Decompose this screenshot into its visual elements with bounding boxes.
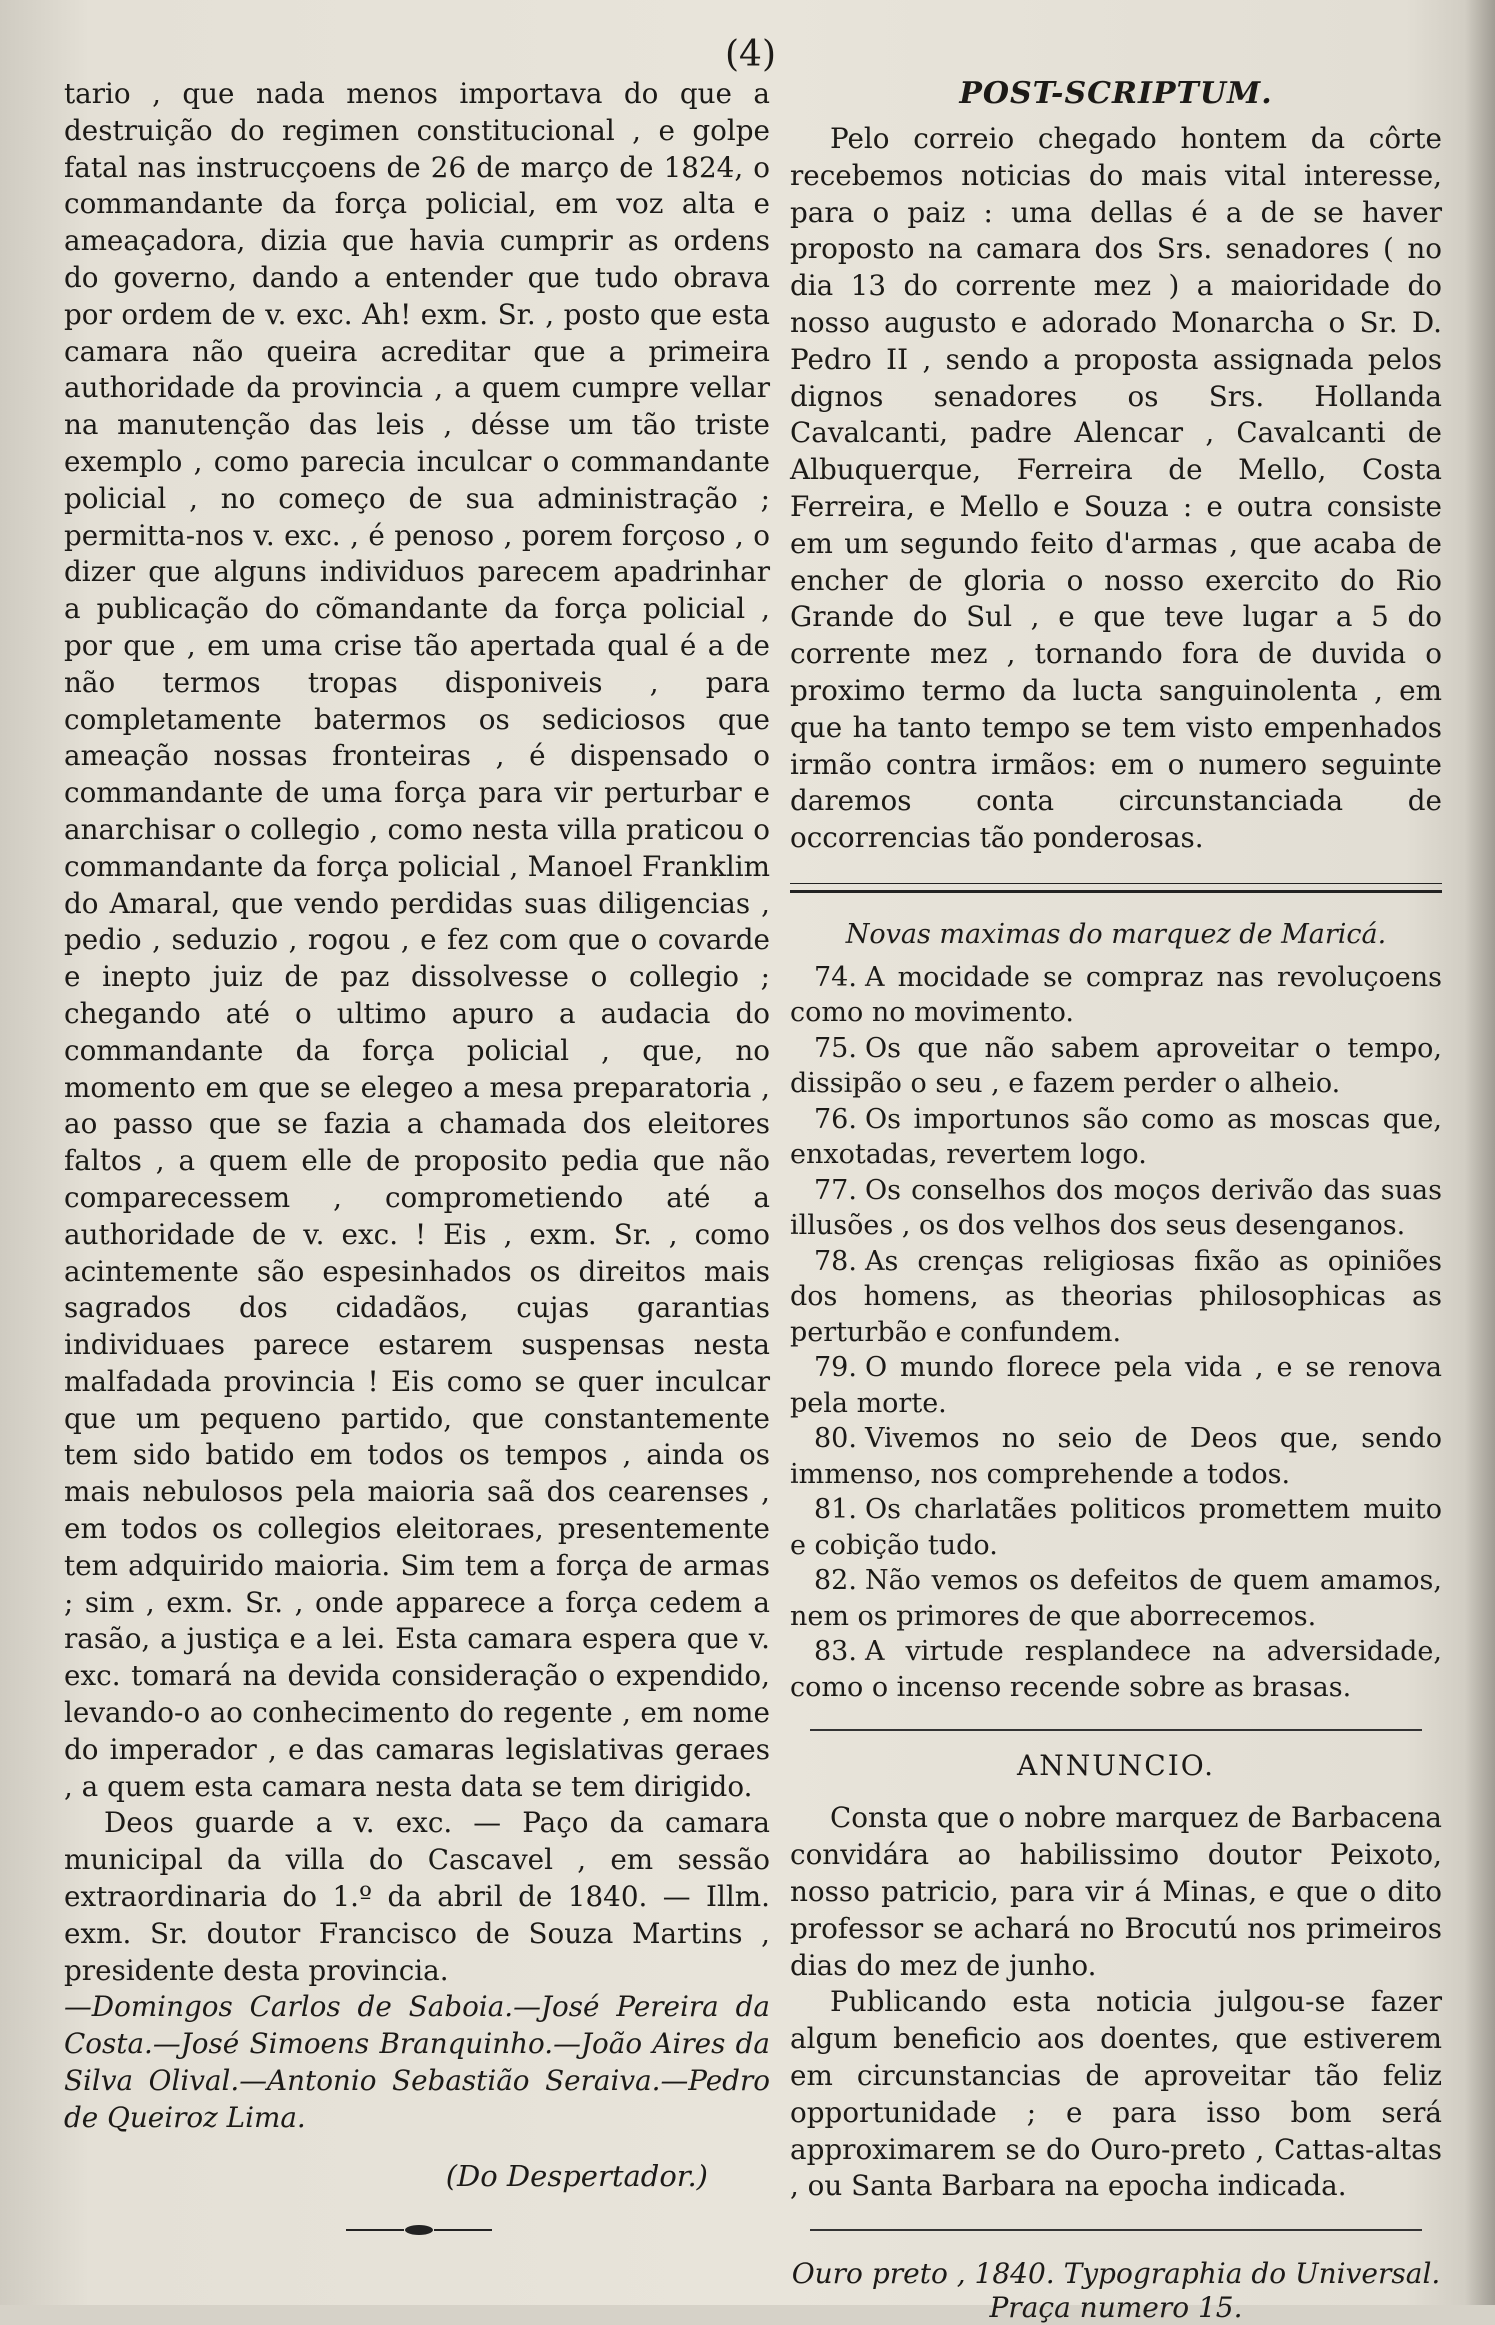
imprint-line-1: Ouro preto , 1840. Typographia do Universal. — [791, 2257, 1441, 2291]
section-rule — [810, 2229, 1422, 2231]
announcement-paragraph-1: Consta que o nobre marquez de Barbacena convidára ao habilissimo doutor Peixoto, nosso patricio, para vir á Minas, e que o dito professor se achará no Brocutú nos primeiros dias do mez de junho. — [790, 1801, 1442, 1982]
maxim-number: 77. — [814, 1174, 857, 1206]
maxim-text: Não vemos os defeitos de quem amamos, nem os primores de que aborrecemos. — [790, 1565, 1442, 1632]
announcement-heading: ANNUNCIO. — [1016, 1749, 1216, 1783]
page-number: (4) — [725, 34, 776, 75]
maxim-text: Os que não sabem aproveitar o tempo, dissipão o seu , e fazem perder o alheio. — [790, 1032, 1442, 1100]
maxim-number: 75. — [814, 1032, 857, 1064]
maxim-number: 78. — [814, 1245, 857, 1277]
maxim-text: Os importunos são como as moscas que, enxotadas, revertem logo. — [790, 1103, 1442, 1171]
maxim-number: 81. — [814, 1494, 857, 1526]
maxim-number: 82. — [814, 1565, 857, 1597]
imprint-line-2: Praça numero 15. — [989, 2291, 1243, 2325]
section-rule — [790, 883, 1442, 893]
maxim-number: 76. — [814, 1103, 857, 1135]
maxims-list — [790, 960, 1442, 1706]
left-column — [64, 76, 770, 2237]
announcement-body — [790, 1800, 1442, 2205]
maxim-item — [790, 1350, 1442, 1421]
page-edge-shadow — [1465, 0, 1495, 2305]
imprint — [790, 2257, 1442, 2325]
maxim-item — [790, 1492, 1442, 1563]
maxim-number: 80. — [814, 1423, 857, 1455]
maxim-number: 83. — [814, 1636, 857, 1668]
letter-paragraph-2: Deos guarde a v. exc. — Paço da camara municipal da villa do Cascavel , em sessão extraordinaria do 1.º da abril de 1840. — Illm. exm. Sr. doutor Francisco de Souza Martins , presidente desta provincia. — [64, 1806, 770, 1987]
maxim-text: Os conselhos dos moços derivão das suas illusões , os dos velhos dos seus desenganos. — [790, 1174, 1442, 1242]
maxim-text: As crenças religiosas fixão as opiniões dos homens, as theorias philosophicas as perturbão e confundem. — [790, 1245, 1442, 1348]
ornamental-divider — [344, 2223, 494, 2237]
maxim-item — [790, 1173, 1442, 1244]
maxim-text: Vivemos no seio de Deos que, sendo immenso, nos comprehende a todos. — [790, 1423, 1442, 1490]
postscript-text: Pelo correio chegado hontem da côrte recebemos noticias do mais vital interesse, para o paiz : uma dellas é a de se haver proposto na camara dos Srs. senadores ( no dia 13 do corrente mez ) a maioridade do nosso augusto e adorado Monarcha o Sr. D. Pedro II , sendo a proposta assignada pelos dignos senadores os Srs. Hollanda Cavalcanti, padre Alencar , Cavalcanti de Albuquerque, Ferreira de Mello, Costa Ferreira, e Mello e Souza : e outra consiste em um segundo feito d'armas , que acaba de encher de gloria o nosso exercito do Rio Grande do Sul , e que teve lugar a 5 do corrente mez , tornando fora de duvida o proximo termo da lucta sanguinolenta , em que ha tanto tempo se tem visto empenhados irmão contra irmãos: em o numero seguinte daremos conta circunstanciada de occorrencias tão ponderosas. — [790, 122, 1442, 855]
postscript-heading: POST-SCRIPTUM. — [959, 76, 1273, 111]
maxim-text: A virtude resplandece na adversidade, como o incenso recende sobre as brasas. — [790, 1636, 1442, 1703]
maxim-item — [790, 1031, 1442, 1102]
maxim-item — [790, 1634, 1442, 1705]
maxim-item — [790, 960, 1442, 1031]
letter-signatures: —Domingos Carlos de Saboia.—José Pereira da Costa.—José Simoens Branquinho.—João Aires da Silva Olival.—Antonio Sebastião Seraiva.—Pedro de Queiroz Lima. — [64, 1990, 770, 2134]
maxim-text: O mundo florece pela vida , e se renova pela morte. — [790, 1352, 1442, 1419]
maxim-text: Os charlatães politicos promettem muito e cobição tudo. — [790, 1494, 1442, 1561]
maxim-item — [790, 1421, 1442, 1492]
letter-body — [64, 76, 770, 2137]
announcement-paragraph-2: Publicando esta noticia julgou-se fazer algum beneficio aos doentes, que estiverem em circunstancias de aproveitar tão feliz opportunidade ; e para isso bom será approximarem se do Ouro-preto , Cattas-altas , ou Santa Barbara na epocha indicada. — [790, 1985, 1442, 2203]
maxim-item — [790, 1563, 1442, 1634]
maxim-item — [790, 1102, 1442, 1173]
maxim-number: 74. — [814, 961, 857, 993]
maxim-item — [790, 1244, 1442, 1351]
right-column — [790, 76, 1442, 2325]
letter-paragraph-1: tario , que nada menos importava do que a destruição do regimen constitucional , e golpe fatal nas instrucçoens de 26 de março de 1824, o commandante da força policial, em voz alta e ameaçadora, dizia que havia cumprir as ordens do governo, dando a entender que tudo obrava por ordem de v. exc. Ah! exm. Sr. , posto que esta camara não queira acreditar que a primeira authoridade da provincia , a quem cumpre vellar na manutenção das leis , désse um tão triste exemplo , como parecia inculcar o commandante policial , no começo de sua administração ; permitta-nos v. exc. , é penoso , porem forçoso , o dizer que alguns individuos parecem apadrinhar a publicação do cõmandante da força policial , por que , em uma crise tão apertada qual é a de não termos tropas disponiveis , para completamente batermos os sediciosos que ameação nossas fronteiras , é dispensado o commandante de uma força para vir perturbar e anarchisar o collegio , como nesta villa praticou o commandante da força policial , Manoel Franklim do Amaral, que vendo perdidas suas diligencias , pedio , seduzio , rogou , e fez com que o covarde e inepto juiz de paz dissolvesse o collegio ; chegando até o ultimo apuro a audacia do commandante da força policial , que, no momento em que se elegeo a mesa preparatoria , ao passo que se fazia a chamada dos eleitores faltos , a quem elle de proposito pedia que não comparecessem , comprometiendo até a authoridade de v. exc. ! Eis , exm. Sr. , como acintemente são espesinhados os direitos mais sagrados dos cidadãos, cujas garantias individuaes parece estarem suspensas nesta malfadada provincia ! Eis como se quer inculcar que um pequeno partido, que constantemente tem sido batido em todos os tempos , ainda os mais nebulosos pela maioria saã dos cearenses , em todos os collegios eleitoraes, presentemente tem adquirido maioria. Sim tem a força de armas ; sim , exm. Sr. , onde apparece a força cedem a rasão, a justiça e a lei. Esta camara espera que v. exc. tomará na devida consideração o expendido, levando-o ao conhecimento do regente , em nome do imperador , e das camaras legislativas geraes , a quem esta camara nesta data se tem dirigido. — [64, 77, 770, 1803]
maxim-text: A mocidade se compraz nas revoluçoens como no movimento. — [790, 961, 1442, 1029]
maxims-heading: Novas maximas do marquez de Maricá. — [845, 918, 1387, 950]
maxim-number: 79. — [814, 1352, 857, 1384]
source-attribution: (Do Despertador.) — [445, 2158, 708, 2193]
section-rule — [810, 1729, 1422, 1731]
